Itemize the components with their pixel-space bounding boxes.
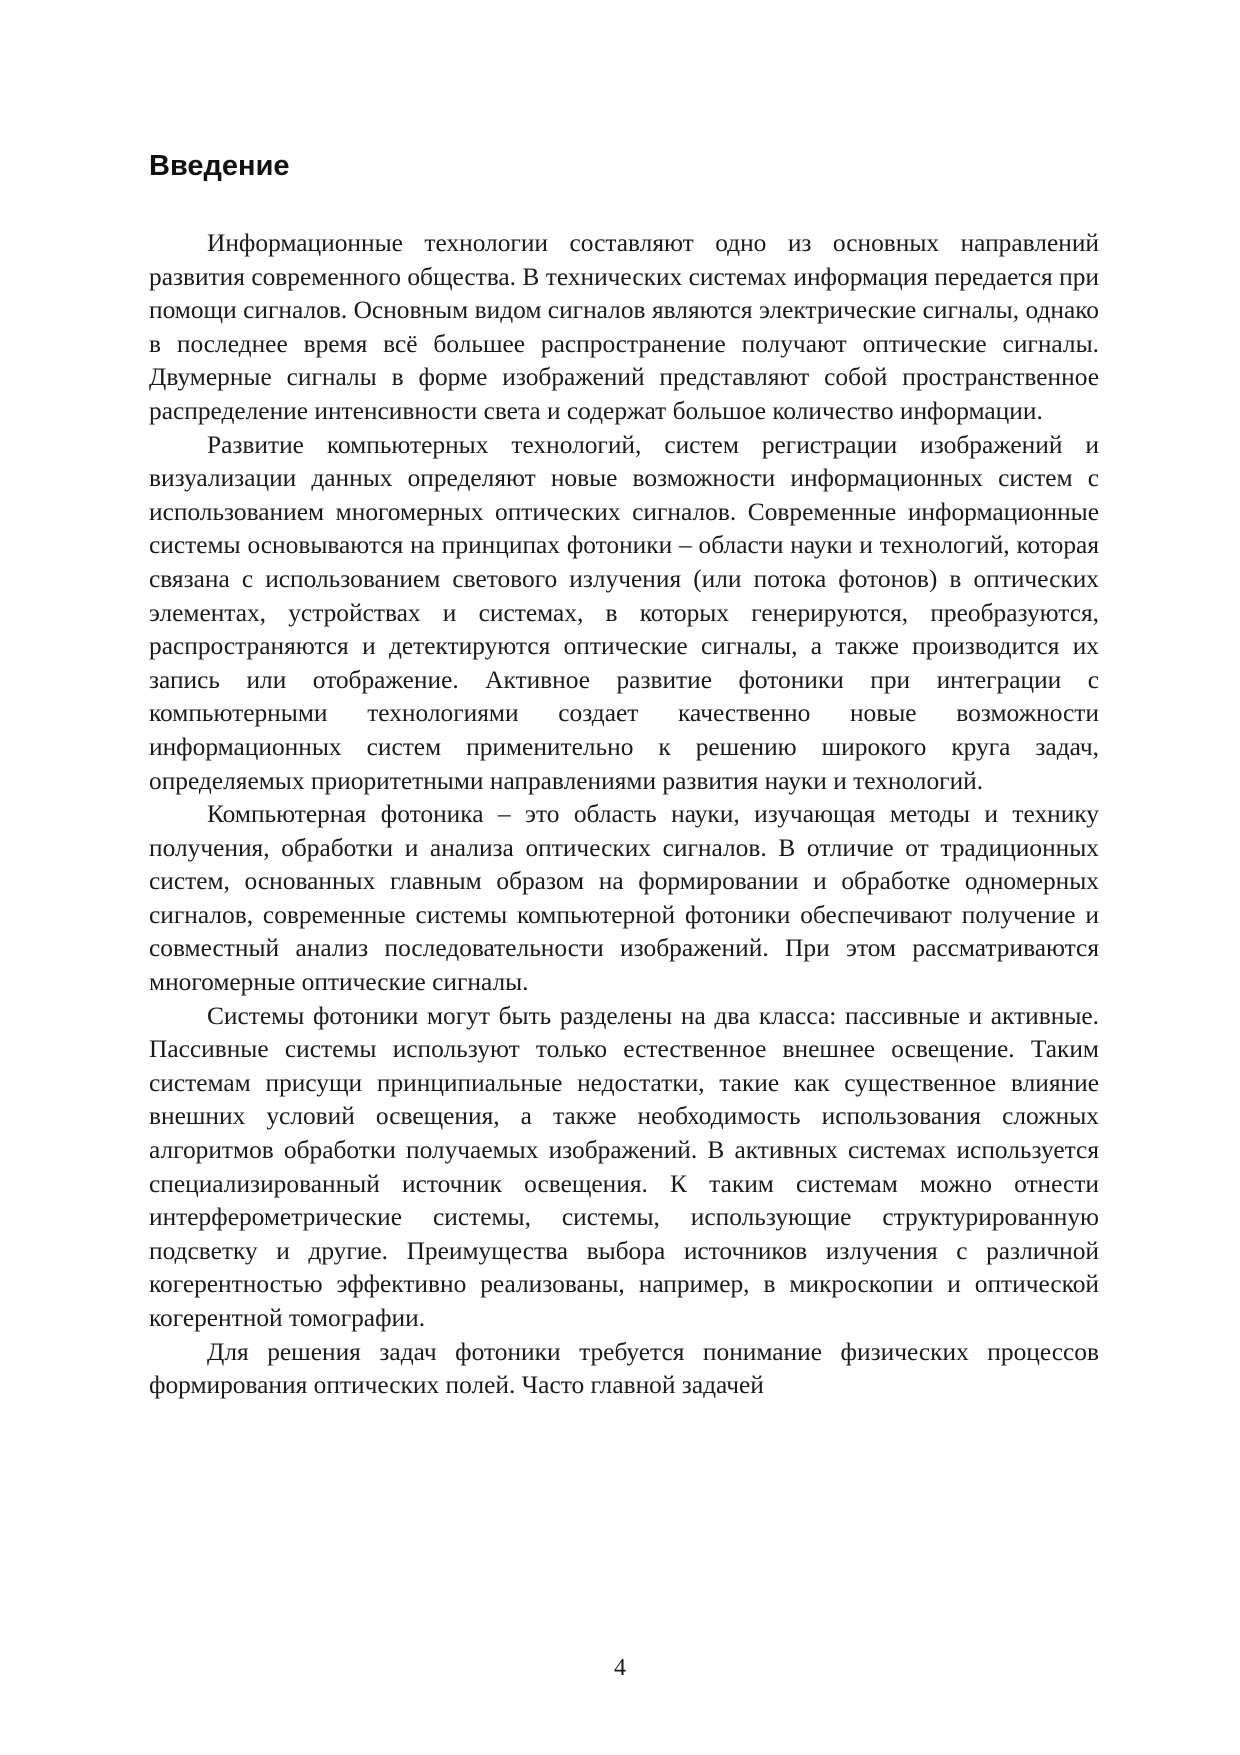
section-heading: Введение: [149, 150, 290, 182]
paragraph-2: Развитие компьютерных технологий, систем регистрации изображений и визуализации данных определяют новые возможности информационных систем с использованием многомерных оптических сигналов. Современные информационные системы основываются на принципах фотоники – области науки и технологий, которая связана с использованием светового излучения (или потока фотонов) в оптических элементах, устройствах и системах, в которых генерируются, преобразуются, распространяются и детектируются оптические сигналы, а также производится их запись или отображение. Активное развитие фотоники при интеграции с компьютерными технологиями создает качественно новые возможности информационных систем применительно к решению широкого круга задач, определяемых приоритетными направлениями развития науки и технологий.: [149, 430, 1099, 795]
paragraph-3: Компьютерная фотоника – это область науки, изучающая методы и технику получения, обработки и анализа оптических сигналов. В отличие от традиционных систем, основанных главным образом на формировании и обработке одномерных сигналов, современные системы компьютерной фотоники обеспечивают получение и совместный анализ последовательности изображений. При этом рассматриваются многомерные оптические сигналы.: [149, 800, 1099, 997]
body-text: [149, 227, 1099, 1403]
paragraph-4: Системы фотоники могут быть разделены на два класса: пассивные и активные. Пассивные системы используют только естественное внешнее освещение. Таким системам присущи принципиальные недостатки, такие как существенное влияние внешних условий освещения, а также необходимость использования сложных алгоритмов обработки получаемых изображений. В активных системах используется специализированный источник освещения. К таким системам можно отнести интерферометрические системы, системы, использующие структурированную подсветку и другие. Преимущества выбора источников излучения с различной когерентностью эффективно реализованы, например, в микроскопии и оптической когерентной томографии.: [149, 1001, 1099, 1332]
paragraph-1: Информационные технологии составляют одно из основных направлений развития современного общества. В технических системах информация передается при помощи сигналов. Основным видом сигналов являются электрические сигналы, однако в последнее время всё большее распространение получают оптические сигналы. Двумерные сигналы в форме изображений представляют собой пространственное распределение интенсивности света и содержат большое количество информации.: [149, 229, 1099, 425]
paragraph-5: Для решения задач фотоники требуется понимание физических процессов формирования оптических полей. Часто главной задачей: [149, 1337, 1099, 1400]
page-number: 4: [614, 1655, 626, 1681]
